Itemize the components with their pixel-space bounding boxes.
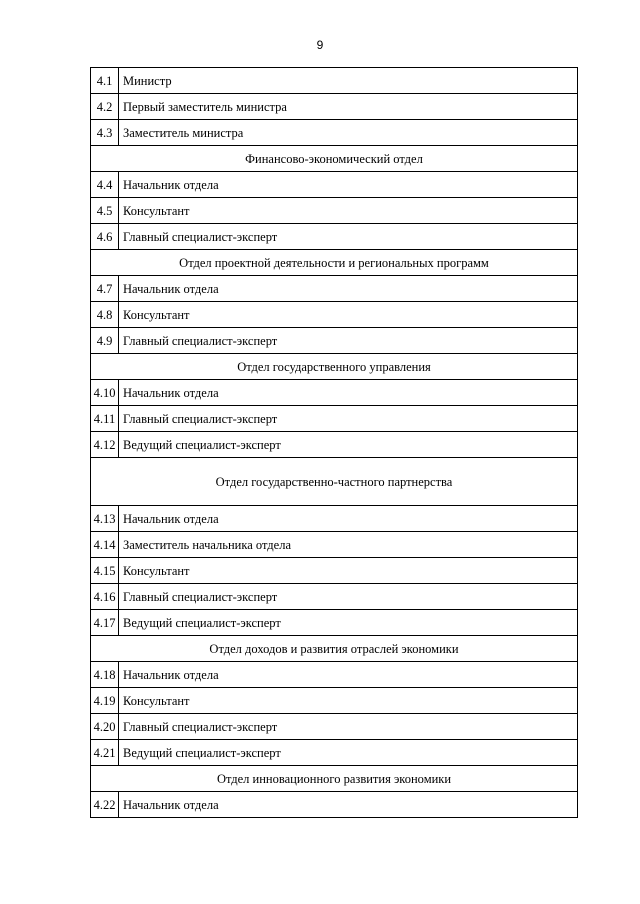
table-row <box>91 68 578 94</box>
staff-table <box>90 67 578 818</box>
position-title: Начальник отдела <box>119 172 578 198</box>
table-row <box>91 792 578 818</box>
section-header-row <box>91 636 578 662</box>
position-title: Главный специалист-эксперт <box>119 224 578 250</box>
position-number: 4.11 <box>91 406 119 432</box>
table-row <box>91 198 578 224</box>
table-row <box>91 532 578 558</box>
table-row <box>91 584 578 610</box>
position-number: 4.7 <box>91 276 119 302</box>
section-title: Отдел проектной деятельности и региональных программ <box>91 250 578 276</box>
position-title: Начальник отдела <box>119 276 578 302</box>
table-row <box>91 662 578 688</box>
position-title: Заместитель начальника отдела <box>119 532 578 558</box>
position-number: 4.9 <box>91 328 119 354</box>
table-row <box>91 610 578 636</box>
section-header-row <box>91 250 578 276</box>
position-title: Ведущий специалист-эксперт <box>119 740 578 766</box>
section-header-row <box>91 354 578 380</box>
table-row <box>91 558 578 584</box>
position-title: Главный специалист-эксперт <box>119 406 578 432</box>
table-row <box>91 172 578 198</box>
position-number: 4.14 <box>91 532 119 558</box>
table-row <box>91 328 578 354</box>
position-number: 4.19 <box>91 688 119 714</box>
table-row <box>91 380 578 406</box>
table-row <box>91 432 578 458</box>
position-title: Ведущий специалист-эксперт <box>119 432 578 458</box>
table-row <box>91 740 578 766</box>
table-row <box>91 302 578 328</box>
position-number: 4.21 <box>91 740 119 766</box>
table-row <box>91 506 578 532</box>
position-number: 4.13 <box>91 506 119 532</box>
position-number: 4.20 <box>91 714 119 740</box>
position-title: Главный специалист-эксперт <box>119 584 578 610</box>
page-number: 9 <box>316 38 324 52</box>
section-title: Отдел инновационного развития экономики <box>91 766 578 792</box>
table-row <box>91 120 578 146</box>
position-number: 4.1 <box>91 68 119 94</box>
position-title: Начальник отдела <box>119 506 578 532</box>
table-row <box>91 224 578 250</box>
position-number: 4.2 <box>91 94 119 120</box>
position-number: 4.4 <box>91 172 119 198</box>
position-number: 4.6 <box>91 224 119 250</box>
position-number: 4.22 <box>91 792 119 818</box>
table-row <box>91 688 578 714</box>
position-number: 4.10 <box>91 380 119 406</box>
position-title: Первый заместитель министра <box>119 94 578 120</box>
position-number: 4.16 <box>91 584 119 610</box>
position-number: 4.18 <box>91 662 119 688</box>
position-number: 4.8 <box>91 302 119 328</box>
position-number: 4.12 <box>91 432 119 458</box>
section-header-row <box>91 458 578 506</box>
position-title: Консультант <box>119 302 578 328</box>
table-row <box>91 406 578 432</box>
position-title: Главный специалист-эксперт <box>119 714 578 740</box>
section-title: Отдел государственно-частного партнерства <box>91 458 578 506</box>
position-number: 4.17 <box>91 610 119 636</box>
section-title: Отдел государственного управления <box>91 354 578 380</box>
table-row <box>91 94 578 120</box>
position-title: Начальник отдела <box>119 662 578 688</box>
table-row <box>91 714 578 740</box>
position-title: Начальник отдела <box>119 792 578 818</box>
position-title: Консультант <box>119 198 578 224</box>
staff-table-body <box>91 68 578 818</box>
section-header-row <box>91 766 578 792</box>
position-title: Заместитель министра <box>119 120 578 146</box>
section-title: Отдел доходов и развития отраслей экономики <box>91 636 578 662</box>
position-title: Ведущий специалист-эксперт <box>119 610 578 636</box>
position-number: 4.3 <box>91 120 119 146</box>
position-number: 4.5 <box>91 198 119 224</box>
position-title: Консультант <box>119 558 578 584</box>
section-title: Финансово-экономический отдел <box>91 146 578 172</box>
position-number: 4.15 <box>91 558 119 584</box>
position-title: Начальник отдела <box>119 380 578 406</box>
position-title: Министр <box>119 68 578 94</box>
section-header-row <box>91 146 578 172</box>
position-title: Главный специалист-эксперт <box>119 328 578 354</box>
position-title: Консультант <box>119 688 578 714</box>
table-row <box>91 276 578 302</box>
